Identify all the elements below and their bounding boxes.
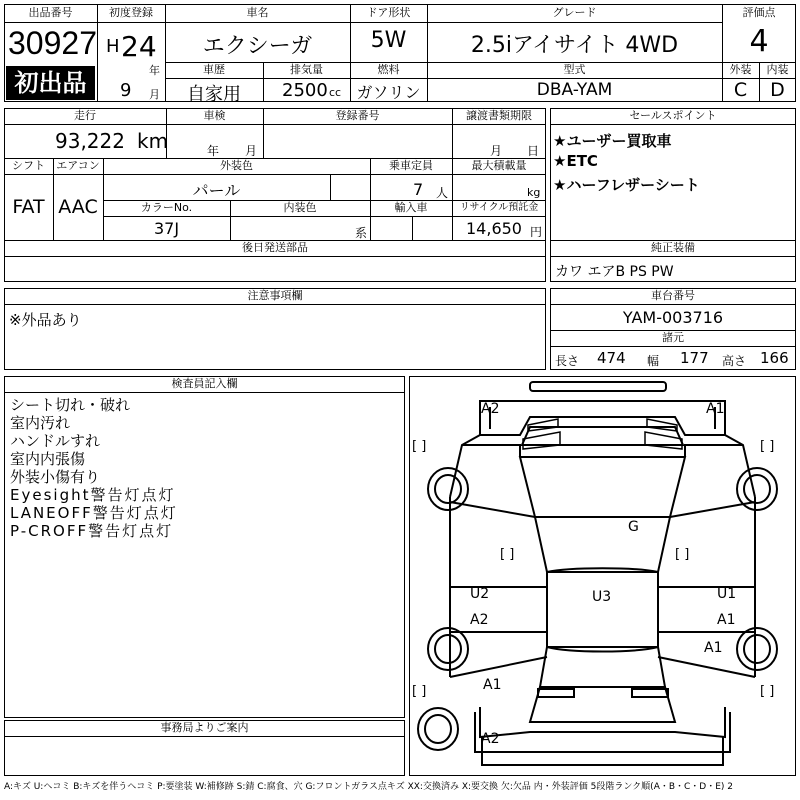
notes-label: 注意事項欄 <box>247 289 303 302</box>
fuel-label: 燃料 <box>377 63 400 76</box>
damage-right-door-a: A1 <box>717 612 736 628</box>
car-diagram <box>409 376 796 776</box>
transfer-month-unit: 月 <box>490 144 503 158</box>
length: 474 <box>597 349 626 367</box>
dims-label: 諸元 <box>662 331 684 344</box>
inspector-note: シート切れ・破れ <box>10 396 131 414</box>
displacement-unit: cc <box>329 86 342 99</box>
equipment: カワ エアB PS PW <box>555 264 674 280</box>
first-listing-badge: 初出品 <box>6 66 95 100</box>
shift-label: シフト <box>12 159 45 172</box>
shift: FAT <box>12 196 45 218</box>
inspector-note: ハンドルすれ <box>10 432 101 450</box>
office-label: 事務局よりご案内 <box>160 721 249 734</box>
height: 166 <box>760 349 789 367</box>
int-color-label: 内装色 <box>283 201 317 214</box>
front-left-bracket: [ ] <box>412 439 427 454</box>
door-label: ドア形状 <box>366 6 411 19</box>
import-label: 輸入車 <box>394 201 428 214</box>
height-label: 高さ <box>722 354 747 368</box>
color-no: 37J <box>153 219 180 238</box>
inspector-notes <box>10 396 178 540</box>
sales-point-2: ★ETC <box>553 152 598 170</box>
month-unit: 月 <box>149 88 160 101</box>
recycle-fee: 14,650 <box>466 219 522 238</box>
color-no-label: カラーNo. <box>140 201 193 214</box>
damage-roof: U3 <box>592 589 612 605</box>
inspector-note: 室内内張傷 <box>10 450 86 468</box>
inspector-note: P-CROFF警告灯点灯 <box>10 522 174 540</box>
reg-number-label: 登録番号 <box>335 109 380 122</box>
recycle-unit: 円 <box>530 225 543 239</box>
legend: A:キズ U:ヘコミ B:キズを伴うヘコミ P:要塗装 W:補修跡 S:錆 C:腐食、穴 G:フロントガラス点キズ XX:交換済み X:要交換 欠:欠品 内・外装評価 5段階ランク順(A・B・C・D・E) 2 <box>4 782 734 792</box>
exterior-score: C <box>733 79 748 101</box>
interior-score: D <box>770 79 785 101</box>
damage-front-right: A1 <box>706 401 725 417</box>
score-label: 評価点 <box>742 6 776 19</box>
first-reg-label: 初度登録 <box>109 6 153 19</box>
notes: ※外品あり <box>9 311 82 329</box>
score: 4 <box>749 24 769 59</box>
damage-left-door-a: A2 <box>470 612 489 628</box>
recycle-label: リサイクル預託金 <box>459 202 539 213</box>
left-mid-bracket: [ ] <box>500 547 515 562</box>
history-label: 車歴 <box>203 63 225 76</box>
inspector-note: 室内汚れ <box>10 414 71 432</box>
damage-hood: G <box>628 519 639 535</box>
left-rear-bracket: [ ] <box>412 684 427 699</box>
transfer-day-unit: 日 <box>527 144 540 158</box>
inspector-note: Eyesight警告灯点灯 <box>10 486 176 504</box>
inspection-label: 車検 <box>203 109 226 122</box>
mileage: 93,222 <box>55 129 125 153</box>
front-right-bracket: [ ] <box>760 439 775 454</box>
reg-month: 9 <box>120 80 132 101</box>
width-label: 幅 <box>647 354 660 368</box>
inspection-month-unit: 月 <box>245 144 258 158</box>
transfer-docs-label: 譲渡書類期限 <box>466 109 532 122</box>
ext-color: パール <box>192 181 241 200</box>
inspector-label: 検査員記入欄 <box>171 377 238 390</box>
grade: 2.5iアイサイト 4WD <box>470 33 679 58</box>
right-rear-bracket: [ ] <box>760 684 775 699</box>
int-color-unit: 系 <box>355 226 368 240</box>
sales-point-1: ★ユーザー買取車 <box>553 132 672 150</box>
width: 177 <box>680 349 709 367</box>
lot-number-label: 出品番号 <box>28 6 73 19</box>
era: H <box>106 36 120 57</box>
load-label: 最大積載量 <box>471 159 527 172</box>
damage-right-rear: A1 <box>704 640 723 656</box>
fuel: ガソリン <box>356 83 421 102</box>
damage-front-left: A2 <box>481 401 500 417</box>
seats-label: 乗車定員 <box>389 159 433 172</box>
displacement: 2500 <box>282 80 328 101</box>
door-type: 5W <box>370 28 407 53</box>
inspection-year-unit: 年 <box>207 144 220 158</box>
model-label: 型式 <box>563 63 586 76</box>
chassis-number: YAM-003716 <box>622 308 724 327</box>
car-name-label: 車名 <box>246 6 269 19</box>
inspector-note: 外装小傷有り <box>10 468 101 486</box>
exterior-label: 外装 <box>729 63 752 76</box>
model: DBA-YAM <box>536 80 613 100</box>
damage-right-door-u: U1 <box>717 586 737 602</box>
ac-label: エアコン <box>56 159 100 172</box>
grade-label: グレード <box>552 6 597 19</box>
damage-left-door-u: U2 <box>470 586 490 602</box>
length-label: 長さ <box>555 354 580 368</box>
damage-left-rear: A1 <box>483 677 502 693</box>
reg-year: 24 <box>121 30 157 63</box>
sales-points-label: セールスポイント <box>629 109 717 122</box>
ac: AAC <box>58 196 98 218</box>
displacement-label: 排気量 <box>290 63 323 76</box>
interior-label: 内装 <box>766 63 789 76</box>
car-outline-svg <box>410 377 795 775</box>
equipment-label: 純正装備 <box>651 241 695 254</box>
ext-color-label: 外装色 <box>220 159 253 172</box>
seats: 7 <box>413 180 424 199</box>
damage-rear-bumper: A2 <box>481 731 500 747</box>
year-unit: 年 <box>149 64 160 77</box>
mileage-unit: km <box>137 129 169 153</box>
later-parts-label: 後日発送部品 <box>242 241 308 254</box>
car-name: エクシーガ <box>202 34 313 59</box>
seats-unit: 人 <box>436 186 449 200</box>
load-unit: kg <box>527 186 541 199</box>
sales-point-3: ★ハーフレザーシート <box>553 176 700 194</box>
car-history: 自家用 <box>187 84 241 105</box>
lot-number: 30927 <box>8 25 97 61</box>
mileage-label: 走行 <box>74 109 96 122</box>
inspector-note: LANEOFF警告灯点灯 <box>10 504 178 522</box>
chassis-label: 車台番号 <box>651 289 695 302</box>
right-mid-bracket: [ ] <box>675 547 690 562</box>
